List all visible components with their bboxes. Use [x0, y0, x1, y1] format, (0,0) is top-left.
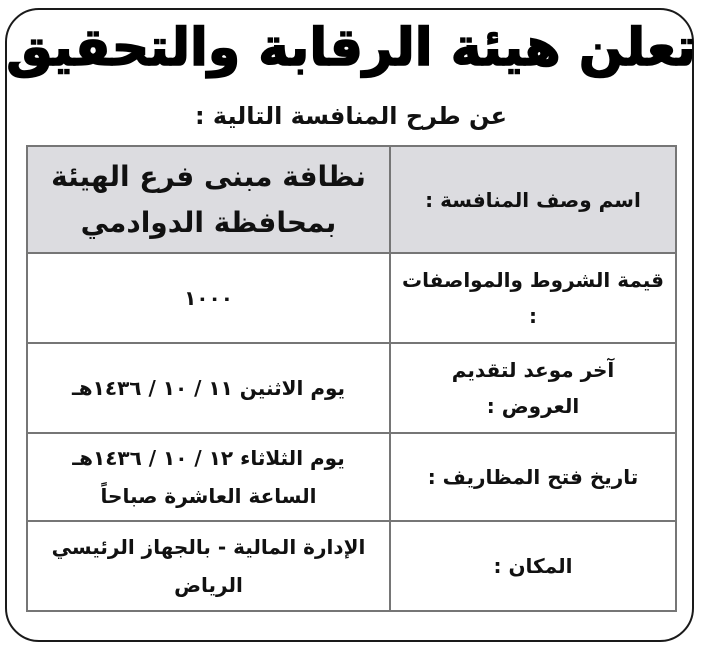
announcement-title: تعلن هيئة الرقابة والتحقيق — [6, 18, 696, 78]
submission-deadline-date: يوم الاثنين ١١ / ١٠ / ١٤٣٦هـ — [71, 376, 346, 400]
terms-price-label: قيمة الشروط والمواصفات : — [390, 253, 676, 343]
submission-deadline-label-line-1: آخر موعد لتقديم — [451, 358, 615, 382]
tender-details-table — [26, 145, 677, 612]
submission-deadline-label — [390, 343, 676, 433]
tender-name-line-2: بمحافظة الدوادمي — [80, 205, 337, 239]
terms-price-amount: ١٠٠٠ — [184, 286, 233, 310]
location-line-2: الرياض — [174, 573, 243, 597]
envelope-opening-time: الساعة العاشرة صباحاً — [100, 484, 317, 508]
table-row-tender-name — [27, 146, 676, 253]
table-row-envelope-opening — [27, 433, 676, 521]
location-label: المكان : — [390, 521, 676, 611]
tender-name-line-1: نظافة مبنى فرع الهيئة — [51, 159, 366, 193]
terms-price-value — [27, 253, 390, 343]
location-value — [27, 521, 390, 611]
table-row-location — [27, 521, 676, 611]
submission-deadline-label-line-2: العروض : — [486, 394, 580, 418]
envelope-opening-value — [27, 433, 390, 521]
envelope-opening-date: يوم الثلاثاء ١٢ / ١٠ / ١٤٣٦هـ — [72, 446, 345, 470]
location-line-1: الإدارة المالية - بالجهاز الرئيسي — [51, 535, 366, 559]
envelope-opening-label: تاريخ فتح المظاريف : — [390, 433, 676, 521]
submission-deadline-value — [27, 343, 390, 433]
announcement-subtitle: عن طرح المنافسة التالية : — [194, 102, 508, 130]
tender-name-label: اسم وصف المنافسة : — [390, 146, 676, 253]
tender-name-value — [27, 146, 390, 253]
table-row-terms-price — [27, 253, 676, 343]
table-row-submission-deadline — [27, 343, 676, 433]
